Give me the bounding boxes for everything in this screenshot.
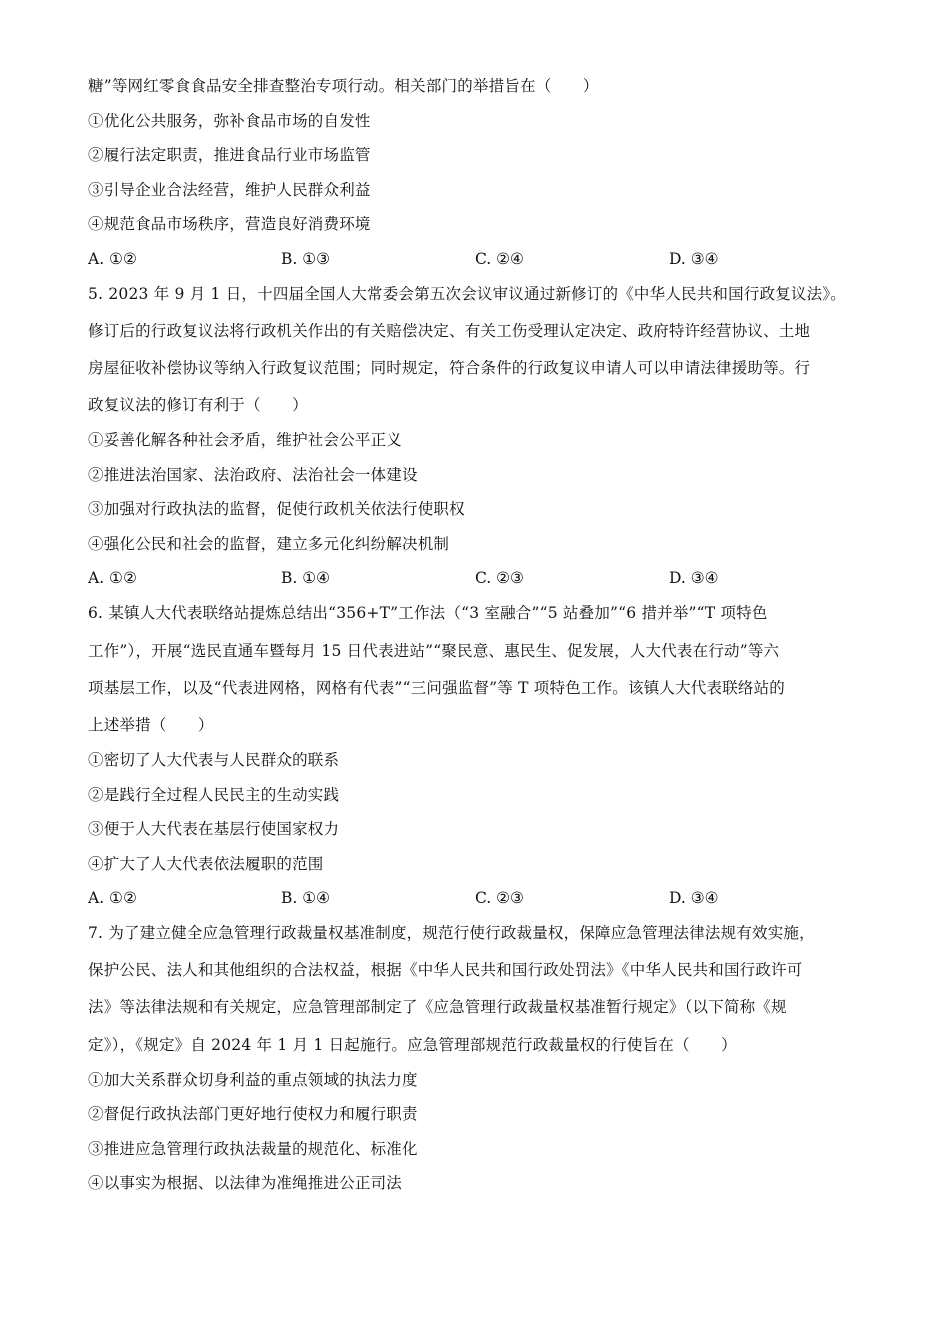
q6-stem-line: 工作”），开展“选民直通车暨每月 15 日代表进站”“聚民意、惠民生、促发展，人大代表在行动”等六 [88, 642, 780, 660]
q4-item-3: ③引导企业合法经营，维护人民群众利益 [88, 181, 371, 199]
q6-stem-line: 上述举措（ ） [88, 716, 214, 734]
q5-stem-line: 修订后的行政复议法将行政机关作出的有关赔偿决定、有关工伤受理认定决定、政府特许经营协议、土地 [88, 322, 811, 340]
q4-option-b[interactable]: B. ①③ [281, 250, 331, 268]
q5-item-2: ②推进法治国家、法治政府、法治社会一体建设 [88, 466, 418, 484]
q7-stem-line: 法》等法律法规和有关规定，应急管理部制定了《应急管理行政裁量权基准暂行规定》（以下简称《规 [88, 998, 787, 1016]
q7-stem-line: 保护公民、法人和其他组织的合法权益，根据《中华人民共和国行政处罚法》《中华人民共和国行政许可 [88, 961, 803, 979]
q4-option-a[interactable]: A. ①② [88, 250, 137, 268]
q6-stem-line: 项基层工作，以及“代表进网格，网格有代表”“三问强监督”等 T 项特色工作。该镇人大代表联络站的 [88, 679, 785, 697]
q4-item-1: ①优化公共服务，弥补食品市场的自发性 [88, 112, 371, 130]
q7-stem-line: 定》），《规定》自 2024 年 1 月 1 日起施行。应急管理部规范行政裁量权的行使旨在（ ） [88, 1036, 737, 1054]
q4-item-2: ②履行法定职责，推进食品行业市场监管 [88, 146, 371, 164]
q6-item-2: ②是践行全过程人民民主的生动实践 [88, 786, 340, 804]
q6-option-b[interactable]: B. ①④ [281, 889, 331, 907]
q6-item-1: ①密切了人大代表与人民群众的联系 [88, 751, 340, 769]
q5-option-a[interactable]: A. ①② [88, 569, 137, 587]
q5-stem-line: 房屋征收补偿协议等纳入行政复议范围；同时规定，符合条件的行政复议申请人可以申请法律援助等。行 [88, 359, 811, 377]
q6-item-4: ④扩大了人大代表依法履职的范围 [88, 855, 324, 873]
q7-item-3: ③推进应急管理行政执法裁量的规范化、标准化 [88, 1140, 418, 1158]
q6-stem-line: 6. 某镇人大代表联络站提炼总结出“356+T”工作法（“3 室融合”“5 站叠加”“6 措并举”“T 项特色 [88, 604, 768, 622]
q5-item-3: ③加强对行政执法的监督，促使行政机关依法行使职权 [88, 500, 465, 518]
q5-options [88, 568, 868, 588]
q7-item-4: ④以事实为根据、以法律为准绳推进公正司法 [88, 1174, 403, 1192]
q7-item-2: ②督促行政执法部门更好地行使权力和履行职责 [88, 1105, 418, 1123]
q6-options [88, 888, 868, 908]
q5-stem-line: 政复议法的修订有利于（ ） [88, 396, 308, 414]
q4-item-4: ④规范食品市场秩序，营造良好消费环境 [88, 215, 371, 233]
q5-option-c[interactable]: C. ②③ [475, 569, 524, 587]
q4-stem-line: 糖”等网红零食食品安全排查整治专项行动。相关部门的举措旨在（ ） [88, 77, 599, 95]
q6-item-3: ③便于人大代表在基层行使国家权力 [88, 820, 340, 838]
q6-option-a[interactable]: A. ①② [88, 889, 137, 907]
q7-stem-line: 7. 为了建立健全应急管理行政裁量权基准制度，规范行使行政裁量权，保障应急管理法律法规有效实施， [88, 924, 815, 942]
q5-item-1: ①妥善化解各种社会矛盾，维护社会公平正义 [88, 431, 403, 449]
q4-options [88, 249, 868, 269]
q5-stem-line: 5. 2023 年 9 月 1 日，十四届全国人大常委会第五次会议审议通过新修订的《中华人民共和国行政复议法》。 [88, 285, 846, 303]
q4-option-d[interactable]: D. ③④ [669, 250, 719, 268]
q6-option-c[interactable]: C. ②③ [475, 889, 524, 907]
q6-option-d[interactable]: D. ③④ [669, 889, 719, 907]
q5-item-4: ④强化公民和社会的监督，建立多元化纠纷解决机制 [88, 535, 450, 553]
q7-item-1: ①加大关系群众切身利益的重点领域的执法力度 [88, 1071, 418, 1089]
q4-option-c[interactable]: C. ②④ [475, 250, 524, 268]
q5-option-d[interactable]: D. ③④ [669, 569, 719, 587]
q5-option-b[interactable]: B. ①④ [281, 569, 331, 587]
